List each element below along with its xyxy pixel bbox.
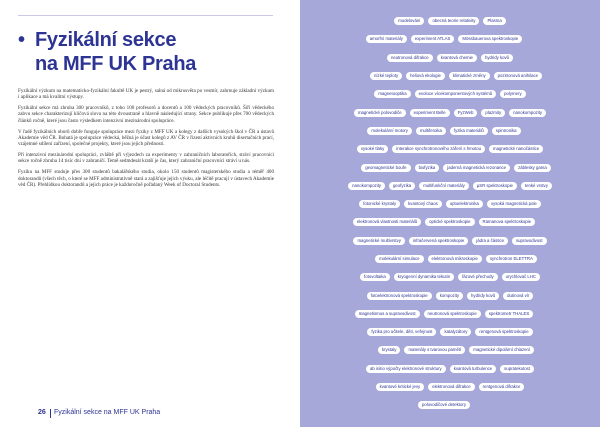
keyword-tag: multiferoika — [416, 127, 446, 135]
keyword-row — [308, 12, 592, 30]
keyword-tag: kvantové kritické jevy — [376, 383, 425, 391]
keyword-tag: fotovoltaika — [360, 273, 390, 281]
keyword-row — [308, 323, 592, 341]
keyword-tag: experiment Belle — [410, 109, 450, 117]
keyword-tag: fotoelektronová spektroskopie — [367, 292, 432, 300]
page-footer — [0, 407, 300, 419]
top-divider — [18, 15, 273, 16]
keyword-tag: elektronová vlastnosti materiálů — [353, 218, 421, 226]
keyword-tag: kvantová chemie — [437, 54, 477, 62]
keyword-tag: fyzika pro učitele, děti, veřejnost — [367, 328, 436, 336]
keyword-tag: synchrotron ELETTRA — [486, 255, 537, 263]
keyword-tag: fyzika materiálů — [450, 127, 488, 135]
keyword-tag: kvantová turbulence — [450, 365, 496, 373]
keyword-tag: ab initio výpočty elektronové struktury — [366, 365, 446, 373]
keyword-tag: spintronika — [492, 127, 521, 135]
keyword-tag: µSR spektroskopie — [473, 182, 517, 190]
keyword-row — [308, 232, 592, 250]
keyword-row — [302, 213, 586, 231]
keyword-tag: elektronová difrakce — [428, 383, 474, 391]
keyword-tag: neutronová spektroskopie — [424, 310, 481, 318]
keyword-tag: experiment ATLAS — [411, 35, 455, 43]
keyword-tag: geomagnetické bouře — [361, 164, 410, 172]
keyword-tag: molekulární simulace — [375, 255, 423, 263]
keyword-tag: rentgenová difrakce — [479, 383, 525, 391]
keyword-row — [308, 268, 592, 286]
keyword-tag: urychlovač LHC — [502, 273, 540, 281]
paragraph: V řadě fyzikálních oborů dobře funguje spolupráce mezi fyziky z MFF UK a kolegy z dalších vysokých škol v ČR a ústavů Akademie věd ČR. Bohatá je spolupráce vědecká, běžná je účast kolegů z AV ČR v řízení aktivních kruhů disertačních prací, vzájemné sdílení zařízení, společné projekty, které jsou jejich předností. — [18, 128, 274, 148]
keyword-tag: magnetické nanočástice — [489, 145, 543, 153]
keyword-tag: pozitronová anihilace — [494, 72, 542, 80]
keyword-tag: Plasma — [483, 17, 505, 25]
keyword-tag: materiály s tvarovou pamětí — [404, 346, 465, 354]
keyword-tag: multifunkční materiály — [419, 182, 469, 190]
keyword-tag: modelování — [394, 17, 424, 25]
keyword-tag: vysoké tlaky — [357, 145, 388, 153]
keyword-tag: plazmity — [481, 109, 505, 117]
keyword-tag: nízké teploty — [370, 72, 402, 80]
keyword-tag: FyzWeb — [454, 109, 478, 117]
keyword-row — [308, 103, 592, 121]
keyword-tag: Ramanova spektroskopie — [479, 218, 536, 226]
keyword-row — [314, 341, 598, 359]
keyword-row — [308, 378, 592, 396]
page-title — [18, 28, 278, 76]
keyword-tag: interakce synchrotronového záření s hmotou — [392, 145, 485, 153]
keyword-cloud — [308, 12, 592, 415]
title-bullet: • — [18, 29, 25, 51]
keyword-tag: biofyzika — [415, 164, 440, 172]
body-text — [18, 88, 274, 193]
paragraph: Fyzikální výzkum na matematicko-fyzikální fakultě UK je pestrý, salná od mikrosvěta po vesmír, zahrnuje základní výzkum i aplikace a má kvalitní výstupy. — [18, 88, 274, 101]
keyword-tag: vysoká magnetická pole — [487, 200, 541, 208]
title-line-2: na MFF UK Praha — [35, 53, 197, 75]
keyword-tag: jaderná magnetická rezonance — [443, 164, 510, 172]
keyword-row — [308, 360, 592, 378]
keyword-tag: obecná teorie relativity — [428, 17, 479, 25]
keyword-tag: infračervená spektroskopie — [409, 237, 468, 245]
keyword-row — [308, 177, 592, 195]
keyword-tag: nanokompozity — [509, 109, 546, 117]
keyword-tag: dutinová vír — [503, 292, 533, 300]
keyword-row — [308, 49, 592, 67]
keyword-row — [308, 286, 592, 304]
footer-separator — [50, 409, 51, 418]
keyword-tag: magnetismus a supravodivost — [355, 310, 420, 318]
keyword-tag: záblesky gama — [514, 164, 551, 172]
keyword-tag: magnetooptika — [374, 90, 410, 98]
keyword-tag: supratekutost — [500, 365, 534, 373]
keyword-tag: katalyzátory — [440, 328, 471, 336]
keyword-tag: kompozity — [436, 292, 463, 300]
keyword-row — [314, 67, 598, 85]
keyword-tag: kryogenní dynamika tekutin — [394, 273, 454, 281]
keyword-tag: fotonické krystaly — [359, 200, 400, 208]
keyword-tag: rentgenová spektroskopie — [475, 328, 532, 336]
keyword-tag: fázové přechody — [458, 273, 498, 281]
keyword-row — [302, 30, 586, 48]
keyword-tag: klimatické změny — [449, 72, 490, 80]
keyword-tag: optoelektronika — [446, 200, 483, 208]
keyword-tag: elektronová mikroskopie — [428, 255, 482, 263]
keyword-tag: molekulární motory — [367, 127, 412, 135]
keyword-row — [314, 158, 598, 176]
keyword-tag: kvantový chaos — [404, 200, 442, 208]
keyword-row — [302, 396, 586, 414]
keyword-tag: polovodičové detektory — [418, 401, 470, 409]
keyword-tag: magnetické dipolární chlazení — [469, 346, 534, 354]
page-number: 26 — [38, 409, 46, 416]
keyword-row — [308, 85, 592, 103]
paragraph: Fyziku na MFF studuje přes 300 studentů bakalářského studia, okolo 150 studentů magisterského studia a téměř 400 doktorandů (všech těch, o které se MFF administrativně stará a zajišťuje jejich výuku, ale léčitě pracují v ústavech Akademie věd ČR). Přehlídkou doktorandů a jejich práce je každoročně pořádaný Week of Doctoral Students. — [18, 169, 274, 188]
keyword-tag: jádra a částice — [472, 237, 508, 245]
paragraph: Fyzikální sekce má zhruba 300 pracovníků, z toho 100 profesorů a docentů a 100 vědeckých pracovníků. Šíří vědeckého zabvu sekce charakterizují klíčová slova na této dvoustraně a hlavně následující strany. Sekce publikuje přes 700 vědeckých článků ročně, které jsou často výsledkem intenzivní mezinárodní spolupráce. — [18, 105, 274, 124]
keyword-tag: spektrometr THALES — [485, 310, 534, 318]
paragraph: Při intenzivní mezinárodní spolupráci, zvláště při výjezdech za experimenty v zahraničních laboratořích, stráví pracovníci sekce ročně zhruba 14 tisíc dní v zahraničí. Temě sedmdesát kratší je čas, který zahraniční pracovníci stráví u nás. — [18, 152, 274, 165]
keyword-row — [308, 195, 592, 213]
keyword-tag: polymery — [500, 90, 525, 98]
keyword-tag: geofyzika — [389, 182, 415, 190]
keyword-tag: heliová ekologie — [406, 72, 445, 80]
keyword-tag: neutronová difrakce — [387, 54, 433, 62]
keyword-tag: krystaly — [378, 346, 401, 354]
keyword-tag: nanokompozity — [348, 182, 385, 190]
keyword-row — [308, 140, 592, 158]
keyword-tag: amorfní materiály — [366, 35, 407, 43]
keyword-row — [314, 250, 598, 268]
title-line-1: Fyzikální sekce — [35, 29, 177, 51]
running-footer: Fyzikální sekce na MFF UK Praha — [54, 409, 161, 416]
keyword-row — [302, 122, 586, 140]
keyword-row — [302, 305, 586, 323]
keyword-tag: supravodivost — [512, 237, 547, 245]
keyword-tag: hydridy kovů — [467, 292, 499, 300]
keyword-tag: evoluce vícekomponentových systémů — [415, 90, 497, 98]
keyword-tag: tenké vrstvy — [521, 182, 552, 190]
keyword-panel — [300, 0, 600, 427]
keyword-tag: hydridy kovů — [481, 54, 513, 62]
keyword-tag: magnetické multivrstvy — [353, 237, 404, 245]
keyword-tag: optické spektroskopie — [425, 218, 474, 226]
keyword-tag: Mössbauerova spektroskopie — [458, 35, 522, 43]
keyword-tag: magnetické polovodiče — [354, 109, 406, 117]
